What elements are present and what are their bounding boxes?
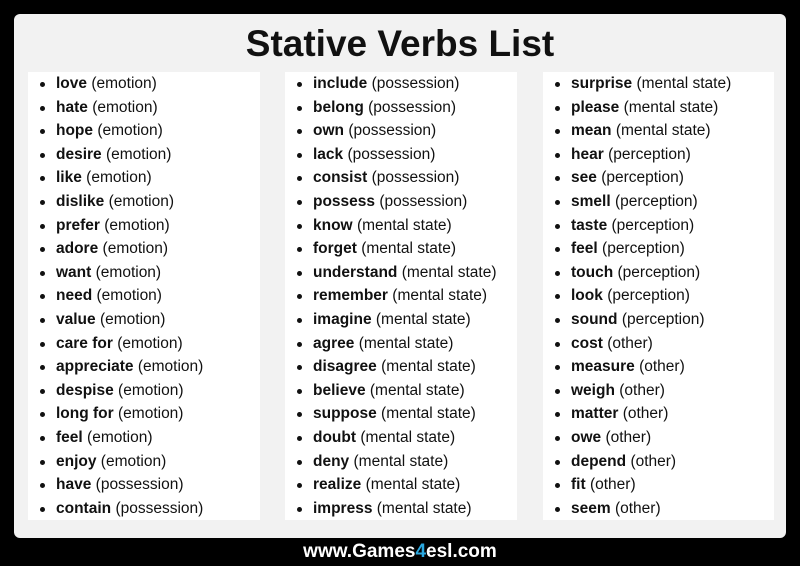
page-title: Stative Verbs List [245,23,555,64]
verb: dislike [56,192,105,210]
website-footer[interactable] [0,538,800,566]
verb: understand [313,263,398,281]
verb: consist [313,169,368,187]
verb: imagine [313,310,372,328]
list-item [285,284,517,308]
verb-category: (other) [614,499,661,517]
verb-category: (emotion) [108,192,175,210]
verb: possess [313,192,376,210]
verb: look [571,287,603,305]
verb: surprise [571,75,633,92]
verb-category: (perception) [602,240,685,258]
verb: value [56,310,96,328]
list-item [543,119,774,143]
verb-list [28,72,260,520]
list-item [28,450,260,474]
verb-column-1 [28,72,260,520]
verb-column-2 [285,72,517,520]
verb: lack [313,145,344,163]
verb: mean [571,122,612,140]
verb-category: (possession) [371,75,460,92]
verb: care for [56,334,113,352]
list-item [543,497,774,521]
list-item [543,332,774,356]
list-item [28,426,260,450]
verb-category: (mental state) [376,499,472,517]
verb: want [56,263,92,281]
list-item [28,261,260,285]
list-item [285,96,517,120]
verb: weigh [571,381,615,399]
verb: own [313,122,344,140]
verb-category: (possession) [347,145,436,163]
verb-category: (emotion) [105,145,172,163]
verb-category: (perception) [608,145,691,163]
verb: long for [56,405,114,423]
verb-category: (emotion) [91,75,157,92]
list-item [28,96,260,120]
list-item [543,237,774,261]
list-item [543,190,774,214]
verb-category: (mental state) [615,122,711,140]
verb: forget [313,240,357,258]
verb-category: (mental state) [353,452,449,470]
verb: know [313,216,353,234]
verb-category: (emotion) [100,452,167,470]
verb: touch [571,263,614,281]
verb: enjoy [56,452,97,470]
verb-category: (perception) [601,169,684,187]
verb-category: (other) [607,334,653,352]
verb-category: (mental state) [375,310,471,328]
verb-category: (emotion) [102,240,168,258]
verb: measure [571,358,635,376]
verb-category: (emotion) [96,287,162,305]
list-item [28,119,260,143]
verb-category: (perception) [621,310,705,328]
verb: belong [313,98,364,116]
verb: disagree [313,358,377,376]
verb: remember [313,287,388,305]
verb-category: (emotion) [117,334,183,352]
verb-category: (mental state) [356,216,452,234]
list-item [285,261,517,285]
verb-category: (emotion) [137,358,204,376]
list-item [28,214,260,238]
verb-category: (mental state) [361,240,456,258]
list-item [543,308,774,332]
list-item [285,119,517,143]
list-item [285,143,517,167]
list-item [28,190,260,214]
list-item [285,308,517,332]
list-item [285,402,517,426]
verb-category: (emotion) [95,263,162,281]
verb-category: (possession) [95,476,184,494]
verb: hate [56,98,88,116]
list-item [543,143,774,167]
list-item [543,473,774,497]
verb: see [571,169,597,187]
list-item [28,332,260,356]
list-item [285,72,517,96]
list-item [543,261,774,285]
verb-column-3 [543,72,774,520]
verb-category: (mental state) [365,476,461,494]
verb-category: (emotion) [118,381,184,399]
verb-category: (mental state) [381,405,476,423]
list-item [543,72,774,96]
verb: hear [571,145,604,163]
verb: doubt [313,428,357,446]
verb-category: (mental state) [401,263,497,281]
verb: seem [571,499,611,517]
verb-category: (emotion) [97,122,163,140]
verb: contain [56,499,112,517]
list-item [543,426,774,450]
verb-category: (other) [605,428,652,446]
verb: prefer [56,216,100,234]
verb-category: (perception) [614,192,698,210]
verb-category: (possession) [348,122,437,140]
verb-category: (mental state) [360,428,456,446]
verb-category: (emotion) [87,428,153,446]
verb-category: (mental state) [623,98,719,116]
verb: hope [56,122,94,140]
list-item [543,284,774,308]
list-item [285,237,517,261]
verb: include [313,75,368,92]
list-item [28,379,260,403]
verb-category: (emotion) [118,405,184,423]
list-item [285,426,517,450]
list-item [543,214,774,238]
list-item [285,473,517,497]
list-item [285,166,517,190]
verb: fit [571,476,586,494]
list-item [543,379,774,403]
verb-category: (mental state) [381,358,476,376]
verb-list [543,72,774,520]
list-item [285,497,517,521]
verb-category: (possession) [115,499,204,517]
verb: despise [56,381,114,399]
verb-category: (other) [589,476,636,494]
list-item [285,355,517,379]
verb: sound [571,310,618,328]
verb: matter [571,405,619,423]
verb: smell [571,192,611,210]
list-item [285,190,517,214]
verb: cost [571,334,603,352]
verb: feel [56,428,83,446]
footer-prefix: www.Games [303,541,416,562]
verb-category: (mental state) [358,334,454,352]
verb: owe [571,428,602,446]
list-item [28,308,260,332]
verb-category: (other) [622,405,669,423]
verb-category: (other) [630,452,677,470]
verb: realize [313,476,362,494]
verb: believe [313,381,366,399]
list-item [28,72,260,96]
verb: appreciate [56,358,134,376]
list-item [543,355,774,379]
verb-category: (emotion) [86,169,152,187]
verb-category: (mental state) [392,287,488,305]
list-item [543,96,774,120]
list-item [28,237,260,261]
verb-category: (other) [639,358,685,376]
list-item [28,473,260,497]
verb-list [285,72,517,520]
verb-category: (emotion) [99,310,166,328]
verb: adore [56,240,99,258]
verb: depend [571,452,627,470]
verb-category: (possession) [368,98,456,116]
verb-category: (possession) [371,169,460,187]
verb-category: (perception) [617,263,701,281]
verb: taste [571,216,608,234]
list-item [28,166,260,190]
verb: like [56,169,82,187]
list-item [285,332,517,356]
verb-category: (possession) [379,192,468,210]
verb-category: (other) [619,381,665,399]
list-item [543,166,774,190]
list-item [543,402,774,426]
verb: impress [313,499,373,517]
list-item [28,143,260,167]
list-item [28,402,260,426]
footer-highlight: 4 [415,541,427,562]
verb-category: (emotion) [92,98,158,116]
list-item [285,450,517,474]
verb: need [56,287,93,305]
footer-suffix: esl.com [426,541,497,562]
list-item [285,379,517,403]
list-item [28,284,260,308]
list-item [543,450,774,474]
verb: desire [56,145,102,163]
verb-category: (mental state) [369,381,465,399]
verb-category: (mental state) [636,75,732,92]
list-item [28,355,260,379]
verb: agree [313,334,355,352]
verb-category: (emotion) [104,216,170,234]
list-item [285,214,517,238]
verb-category: (perception) [607,287,690,305]
verb: deny [313,452,350,470]
verb: have [56,476,92,494]
list-item [28,497,260,521]
verb: suppose [313,405,377,423]
verb: please [571,98,620,116]
verb: love [56,75,88,92]
verb: feel [571,240,598,258]
verb-category: (perception) [611,216,695,234]
